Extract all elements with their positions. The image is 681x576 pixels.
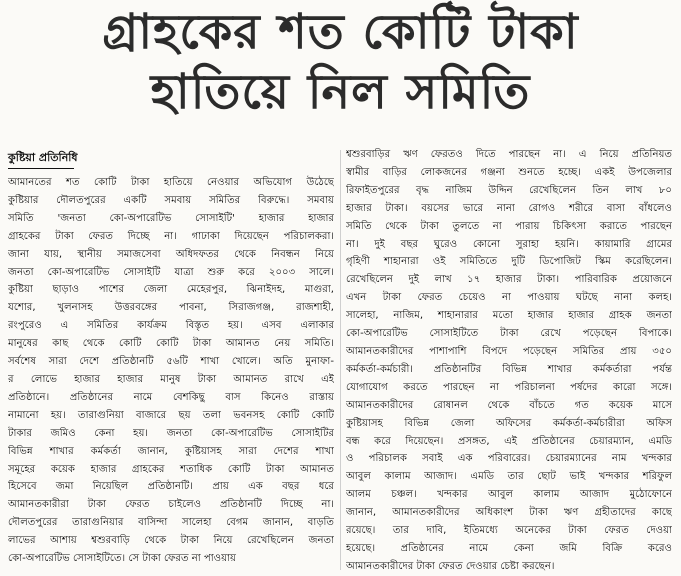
article-line: কো-অপারেটিভ সোসাইটিতে টাকা রেখে পড়েছেন বিপাকে। — [346, 328, 672, 340]
article-line: কুষ্টিয়ার দৌলতপুরের একটি সমবায় সমিতির বিরুদ্ধে। সমবায় — [8, 194, 334, 206]
article-line: কুষ্টিয়াসহ বিভিন্ন জেলা অফিসের কর্মকর্তা-কর্মচারীরা অফিস — [346, 417, 672, 429]
article-line: আমানতের শত কোটি টাকা হাতিয়ে নেওয়ার অভিযোগ উঠেছে — [8, 177, 334, 188]
article-line: কো-অপারেটিভ সোসাইটিতে। সে টাকা ফেরত না পাওয়ায় — [8, 553, 236, 565]
article-line: জানান, আমানতকারীদের অধিকাংশ টাকা ঋণ গ্রহীতাদের কাছে — [346, 507, 672, 519]
article-line: না। দুই বছর ঘুরেও কোনো সুরাহা হয়নি। কায়ামারি গ্রামের — [346, 238, 672, 250]
article-line: এখন টাকা ফেরত চেয়েও না পাওয়ায় ঘটছে নানা কলহ। — [346, 292, 672, 304]
article-line: ও পরিচালক সবাই এক পরিবারের। চেয়ারম্যানের নাম খন্দকার — [346, 453, 672, 465]
headline-line-1: গ্রাহকের শত কোটি টাকা — [102, 4, 579, 60]
article-line: আমানতকারীদের পাশাপাশি বিপদে পড়েছেন সমিতির প্রায় ৩৫০ — [346, 345, 672, 357]
article-line: টাকার জমিও কেনা হয়। জনতা কো-অপারেটিভ সোসাইটির — [8, 427, 334, 439]
article-line: রিফাইতপুরের বৃদ্ধ নাজিম উদ্দিন রেখেছিলেন তিন লাখ ৮০ — [346, 184, 672, 196]
column-divider — [340, 150, 341, 570]
article-line: শ্বশুরবাড়ির ঋণ ফেরতও দিতে পারছেন না। এ নিয়ে প্রতিনিয়ত — [346, 149, 672, 160]
article-line: সালেহা, নাজিম, শাহানারার মতো হাজার হাজার গ্রাহক জনতা — [346, 310, 672, 322]
article-line: হিসেবে জমা নিয়েছিল প্রতিষ্ঠানটি। প্রায় এক বছর ধরে — [8, 481, 334, 493]
article-line: গৃহিণী শাহানারা ওই সমিতিতে দুটি ডিপোজিট স্কিম করেছিলেন। — [346, 256, 672, 268]
article-line: স্বামীর বাড়ির লোকজনের গঞ্জনা শুনতে হচ্ছে। একই উপজেলার — [346, 166, 672, 178]
article-line: রেখেছিলেন দুই লাখ ১৭ হাজার টাকা। পারিবারিক প্রয়োজনে — [346, 274, 672, 286]
article-line: বিভিন্ন শাখার কর্মকর্তা জানান, কুষ্টিয়াসহ সারা দেশের শাখা — [8, 445, 334, 457]
article-line: আলম চঞ্চল। খন্দকার আবুল কালাম আজাদ মুঠোফোনে — [346, 489, 672, 501]
article-line: কুষ্টিয়া ছাড়াও পাশের জেলা মেহেরপুর, ঝিনাইদহ, মাগুরা, — [8, 284, 334, 296]
article-line: হয়েছে। প্রতিষ্ঠানের নামে কেনা জমি বিক্রি করেও — [346, 542, 672, 554]
article-line: গ্রাহকের টাকা ফেরত দিচ্ছে না। গাঢাকা দিয়েছেন পরিচালকরা। — [8, 230, 334, 242]
article-line: প্রতিষ্ঠানে। প্রতিষ্ঠানের নামে বেশকিছু বাস কিনেও রাস্তায় — [8, 391, 334, 403]
article-line: বন্ধ করে দিয়েছেন। প্রসঙ্গত, এই প্রতিষ্ঠানের চেয়ারম্যান, এমডি — [346, 435, 672, 447]
article-line: আমানতকারীদের রোষানল থেকে বাঁচতে গত কয়েক মাসে — [346, 399, 672, 411]
article-line: আমানতকারীরা টাকা ফেরত চাইলেও প্রতিষ্ঠানটি দিচ্ছে না। — [8, 499, 334, 511]
article-line: রয়েছে। তার দাবি, ইতিমধ্যে অনেকের টাকা ফেরত দেওয়া — [346, 525, 672, 537]
article-line: রংপুরেও এ সমিতির কার্যক্রম বিস্তৃত হয়। এসব এলাকার — [8, 320, 334, 332]
article-line: যোগাযোগ করতে পারছেন না পরিচালনা পর্ষদের কারো সঙ্গে। — [346, 381, 672, 393]
article-line: মানুষের কাছ থেকে কোটি কোটি টাকা আমানত নেয় সমিতি। — [8, 338, 334, 350]
article-line: কর্মকর্তা-কর্মচারী। প্রতিষ্ঠানটির বিভিন্ন শাখার কর্মকর্তারা পর্যন্ত — [346, 363, 672, 375]
article-line: আবুল কালাম আজাদ। এমডি তার ছোট ভাই খন্দকার শরিফুল — [346, 471, 672, 483]
article-column-left — [8, 146, 334, 568]
article-line: র লোভে হাজার হাজার মানুষ টাকা আমানত রাখে এই — [8, 373, 334, 385]
article-line: হাজার টাকা। বয়সের ভারে নানা রোগও শরীরে বাসা বাঁধলেও — [346, 202, 672, 214]
article-line: জনতা কো-অপারেটিভ সোসাইটি যাত্রা শুরু করে ২০০৩ সালে। — [8, 266, 334, 278]
article-line: সর্বশেষ সারা দেশে প্রতিষ্ঠানটি ৫৬টি শাখা খোলে। অতি মুনাফা- — [8, 356, 334, 368]
article-line: সমিতি 'জনতা কো-অপারেটিভ সোসাইটি' হাজার হাজার — [8, 212, 334, 224]
article-column-right — [346, 146, 672, 576]
article-line: যশোর, খুলনাসহ উত্তরবঙ্গের পাবনা, সিরাজগঞ্জ, রাজশাহী, — [8, 302, 334, 314]
headline-line-2: হাতিয়ে নিল সমিতি — [150, 64, 531, 120]
article-line: সমূহের কয়েক হাজার গ্রাহকের শতাধিক কোটি টাকা আমানত — [8, 463, 334, 475]
article-line: সমিতি থেকে টাকা তুলতে না পারায় চিকিৎসা করাতে পারছেন — [346, 220, 672, 232]
headline — [0, 2, 681, 122]
article-line: নামানো হয়। তারাগুনিয়া বাজারে ছয় তলা ভবনসহ কোটি কোটি — [8, 409, 334, 421]
article-line: জানা যায়, স্থানীয় সমাজসেবা অধিদফতর থেকে নিবন্ধন নিয়ে — [8, 248, 334, 260]
article-line: দৌলতপুরের তারাগুনিয়ার বাসিন্দা সালেহা বেগম জানান, বাড়তি — [8, 517, 334, 529]
article-line: আমানতকারীদের টাকা ফেরত দেওয়ার চেষ্টা করছেন। — [346, 560, 555, 572]
byline: কুষ্টিয়া প্রতিনিধি — [8, 151, 78, 164]
article-line: লাভের আশায় শ্বশুরবাড়ি থেকে টাকা নিয়ে রেখেছিলেন জনতা — [8, 535, 334, 547]
